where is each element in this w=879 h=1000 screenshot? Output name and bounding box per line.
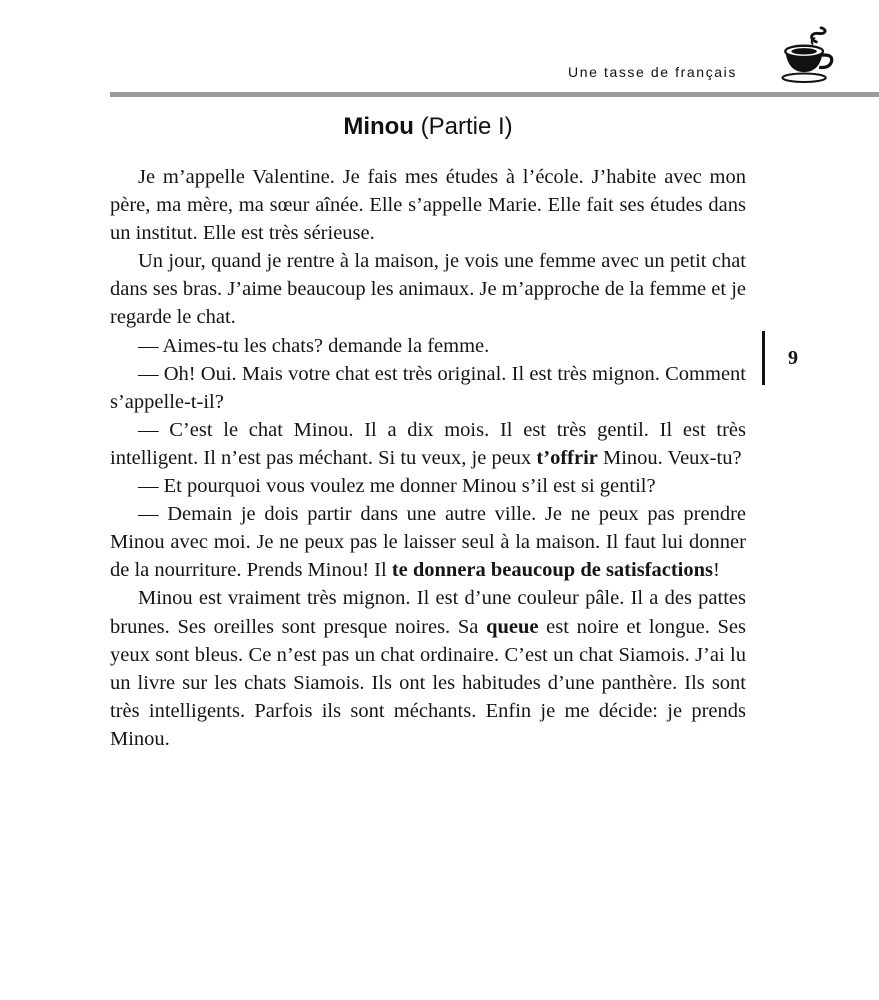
text-run: — C’est le chat Minou. Il a dix mois. Il est très gentil. Il est très intelligent. Il n’est pas méchant. Si tu veux, je peux (110, 418, 746, 469)
text-run: — Aimes-tu les chats? demande la femme. (138, 334, 490, 357)
bold-text-run: te donnera beaucoup de satisfactions (391, 559, 714, 582)
text-run: est noire et longue. Ses yeux sont bleus. Ce n’est pas un chat ordinaire. C’est un chat Siamois. J’ai lu un livre sur les chats Siamois. Ils ont les habitudes d’une panthère. Ils sont très intelligents. Parfois ils sont méchants. Enfin je me décide: je prends Minou. (110, 615, 746, 750)
paragraph (110, 416, 746, 472)
text-run: ! (713, 559, 720, 582)
story-title-main: Minou (343, 113, 414, 140)
text-run: Je m’appelle Valentine. Je fais mes études à l’école. J’habite avec mon père, ma mère, ma sœur aînée. Elle s’appelle Marie. Elle fait ses études dans un institut. Elle est très sérieuse. (110, 166, 746, 245)
paragraph (110, 584, 746, 753)
paragraph (110, 500, 746, 584)
page-number-block (762, 331, 879, 385)
text-run: — Demain je dois partir dans une autre ville. Je ne peux pas prendre Minou avec moi. Je ne peux pas le laisser seul à la maison. Il faut lui donner de la nourriture. Prends Minou! Il (110, 503, 746, 582)
running-header-title: Une tasse de français (567, 64, 737, 80)
bold-text-run: t’offrir (536, 446, 598, 469)
story-paragraphs (110, 163, 746, 753)
text-run: — Et pourquoi vous voulez me donner Minou s’il est si gentil? (138, 475, 656, 498)
paragraph (110, 163, 746, 247)
coffee-cup-icon (773, 26, 839, 88)
paragraph (110, 360, 746, 416)
text-run: Un jour, quand je rentre à la maison, je vois une femme avec un petit chat dans ses bras. J’aime beaucoup les animaux. Je m’approche de la femme et je regarde le chat. (110, 250, 746, 329)
text-run: Minou. Veux-tu? (597, 446, 742, 469)
bold-text-run: queue (486, 615, 539, 638)
page-content (110, 112, 746, 753)
text-run: — Oh! Oui. Mais votre chat est très original. Il est très mignon. Comment s’appelle-t-il? (110, 362, 746, 413)
text-run: Minou est vraiment très mignon. Il est d’une couleur pâle. Il a des pattes brunes. Ses oreilles sont presque noires. Sa (110, 587, 746, 638)
story-title-part: (Partie I) (413, 113, 513, 140)
story-title (110, 112, 746, 142)
header-rule (110, 92, 879, 97)
paragraph (110, 332, 746, 360)
page-number: 9 (788, 346, 798, 369)
paragraph (110, 472, 746, 500)
paragraph (110, 247, 746, 331)
